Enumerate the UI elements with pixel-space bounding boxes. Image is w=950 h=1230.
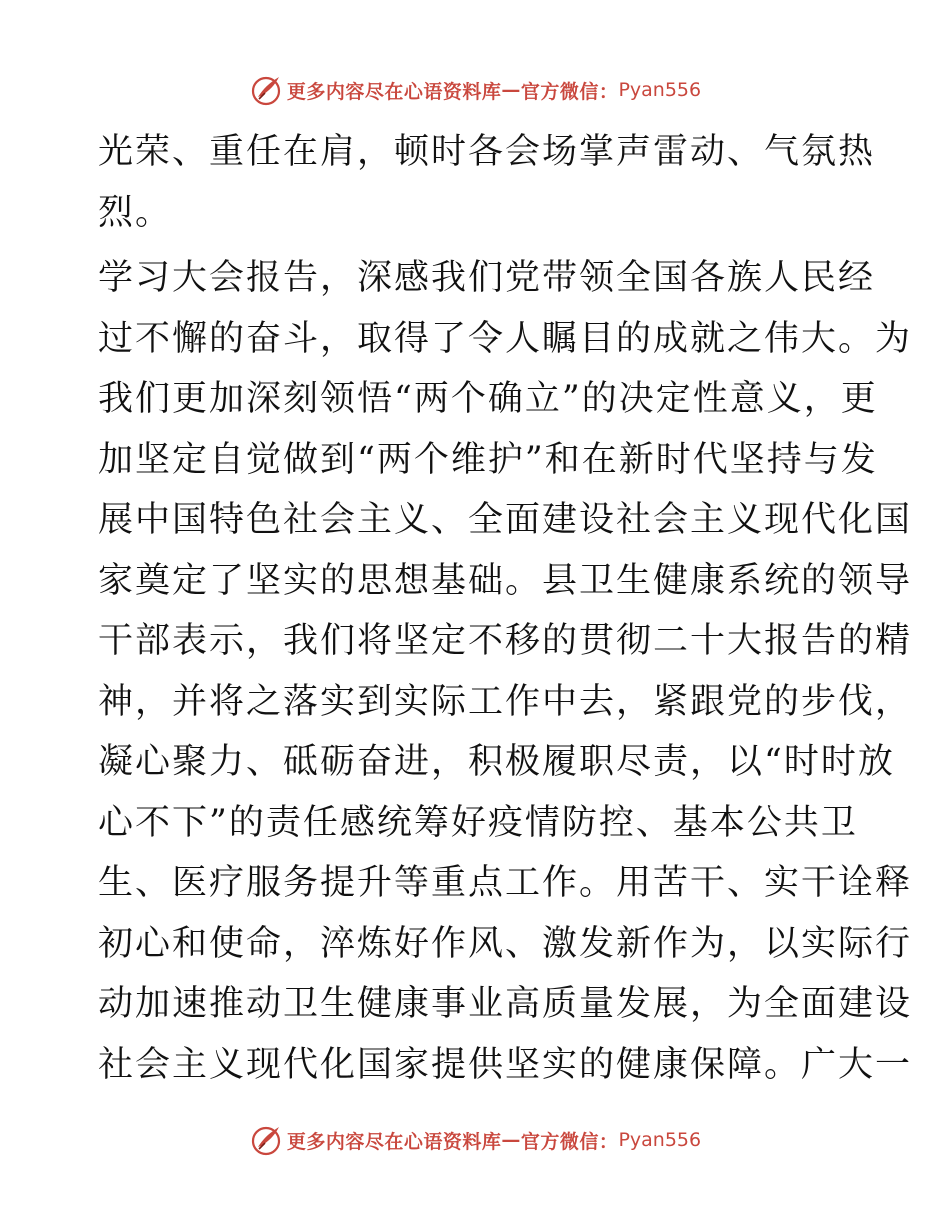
text-line: 生、医疗服务提升等重点工作。用苦干、实干诠释 [98,863,913,903]
wechat-id: Pyan556 [618,79,702,101]
header-banner [0,70,950,110]
text-line: 神，并将之落实到实际工作中去，紧跟党的步伐， [98,681,913,722]
text-line: 心不下”的责任感统筹好疫情防控、基本公共卫 [98,802,858,843]
quill-logo-icon [249,73,283,107]
paragraph-main [98,248,913,1095]
wechat-label: 官方微信： [520,1130,619,1153]
text-line: 动加速推动卫生健康事业高质量发展，为全面建设 [98,984,913,1024]
text-line: 加坚定自觉做到“两个维护”和在新时代坚持与发 [98,439,878,480]
footer-banner [0,1120,950,1160]
site-promo-text: 更多内容尽在心语资料库 [286,1130,502,1153]
banner-dash: — [501,1129,521,1151]
banner-dash: — [501,79,521,101]
site-promo-text: 更多内容尽在心语资料库 [286,80,502,103]
wechat-label: 官方微信： [520,80,619,103]
text-line: 展中国特色社会主义、全面建设社会主义现代化国 [98,500,913,540]
text-line: 凝心聚力、砥砺奋进，积极履职尽责，以“时时放 [98,742,895,782]
text-line: 初心和使命，淬炼好作风、激发新作为，以实际行 [98,923,913,964]
text-line: 家奠定了坚实的思想基础。县卫生健康系统的领导 [98,560,913,601]
wechat-id: Pyan556 [618,1129,702,1151]
paragraph-continuation [98,122,876,243]
text-line: 我们更加深刻领悟“两个确立”的决定性意义，更 [98,379,878,419]
text-line: 干部表示，我们将坚定不移的贯彻二十大报告的精 [98,621,913,661]
text-line: 光荣、重任在肩，顿时各会场掌声雷动、气氛热 [98,132,876,172]
quill-logo-icon [249,1123,283,1157]
text-line: 学习大会报告，深感我们党带领全国各族人民经 [98,258,876,298]
text-line: 烈。 [98,192,173,233]
text-line: 过不懈的奋斗，取得了令人瞩目的成就之伟大。为 [98,318,913,359]
text-line: 社会主义现代化国家提供坚实的健康保障。广大一 [98,1044,913,1085]
